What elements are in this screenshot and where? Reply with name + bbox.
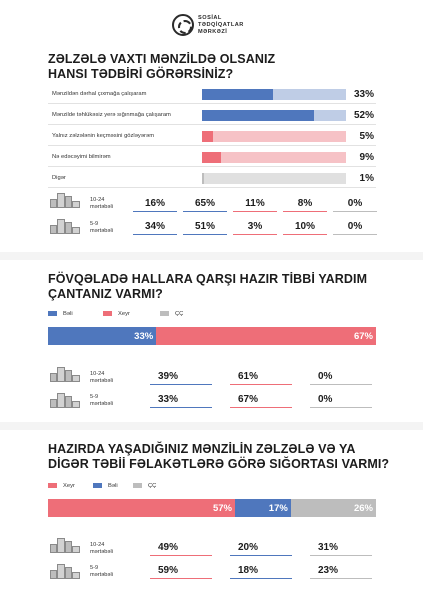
organization-logo-icon (172, 14, 194, 36)
building-icon (50, 563, 80, 579)
bar (202, 173, 204, 184)
bar-segment (291, 499, 376, 517)
bar-row (48, 149, 376, 167)
data-cell: 10% (283, 221, 327, 235)
data-cell: 8% (283, 198, 327, 212)
bar-track (202, 89, 346, 100)
data-cell: 61% (230, 371, 292, 385)
category-label-5-9: 5-9 mərtəbəli (90, 394, 114, 407)
category-label-5-9: 5-9 mərtəbəli (90, 221, 114, 234)
data-label: 5% (359, 131, 374, 142)
bar (202, 110, 314, 121)
data-cell: 16% (133, 198, 177, 212)
bar (202, 152, 221, 163)
chart-title: ZƏLZƏLƏ VAXTI MƏNZİLDƏ OLSANIZ HANSI TƏDBİRİ GÖRƏRSİNİZ? (48, 52, 276, 81)
panel-first-aid-question (0, 260, 423, 422)
data-label: 17% (268, 503, 288, 514)
building-icon (50, 392, 80, 408)
data-cell: 0% (310, 394, 372, 408)
bar-row (48, 170, 376, 188)
bar (202, 131, 213, 142)
data-cell: 20% (230, 542, 292, 556)
legend-item: Xeyr (48, 483, 75, 489)
data-cell: 11% (233, 198, 277, 212)
bar-row (48, 128, 376, 146)
bar-segment (48, 499, 235, 517)
bar-track (202, 131, 346, 142)
category-label-10-24: 10-24 mərtəbəli (90, 197, 114, 210)
legend (48, 483, 248, 491)
category-label: Mənzilde təhlükəsiz yerə sığınmağa çalışaram (52, 112, 171, 118)
bar-track (202, 110, 346, 121)
category-label: Mənzildən dərhal çıxmağa çalışaram (52, 91, 147, 97)
bar-track (202, 152, 346, 163)
bar-segment (48, 327, 156, 345)
panel-evacuation-question (0, 0, 423, 252)
stacked-bar (48, 327, 376, 345)
legend-item: Bəli (93, 483, 118, 489)
data-label: 52% (353, 110, 374, 121)
legend-swatch-icon (93, 483, 102, 488)
data-cell: 3% (233, 221, 277, 235)
chart-title: HAZIRDA YAŞADIĞINIZ MƏNZİLİN ZƏLZƏLƏ VƏ YA DİGƏR TƏBİİ FƏLAKƏTLƏRƏ GÖRƏ SIĞORTASI VARMI? (48, 442, 390, 471)
data-cell: 0% (333, 198, 377, 212)
panel-insurance-question (0, 430, 423, 600)
building-icon (50, 192, 80, 208)
data-label: 57% (212, 503, 232, 514)
data-cell: 51% (183, 221, 227, 235)
data-label: 26% (353, 503, 373, 514)
building-icon (50, 218, 80, 234)
data-label: 33% (353, 89, 374, 100)
chart-title: FÖVQƏLADƏ HALLARA QARŞI HAZIR TİBBİ YARDIM ÇANTANIZ VARMI? (48, 272, 368, 301)
legend-swatch-icon (103, 311, 112, 316)
data-cell: 0% (310, 371, 372, 385)
data-label: 9% (359, 152, 374, 163)
category-label: Nə edəcəyimi bilmirəm (52, 154, 111, 160)
legend-item: ÇÇ (160, 311, 183, 317)
stacked-bar (48, 499, 376, 517)
category-label-10-24: 10-24 mərtəbəli (90, 371, 114, 384)
category-label-5-9: 5-9 mərtəbəli (90, 565, 114, 578)
data-cell: 18% (230, 565, 292, 579)
legend-swatch-icon (48, 483, 57, 488)
bar-segment (235, 499, 291, 517)
data-label: 67% (353, 331, 373, 342)
bar-row (48, 86, 376, 104)
data-cell: 39% (150, 371, 212, 385)
data-cell: 33% (150, 394, 212, 408)
legend-swatch-icon (48, 311, 57, 316)
data-cell: 31% (310, 542, 372, 556)
category-label-10-24: 10-24 mərtəbəli (90, 542, 114, 555)
data-label: 1% (359, 173, 374, 184)
data-cell: 49% (150, 542, 212, 556)
data-cell: 0% (333, 221, 377, 235)
category-label: Digər (52, 175, 66, 181)
data-cell: 34% (133, 221, 177, 235)
legend-item: Bəli (48, 311, 73, 317)
bar-track (202, 173, 346, 184)
bar-row (48, 107, 376, 125)
bar (202, 89, 273, 100)
legend-item: Xeyr (103, 311, 130, 317)
organization-name: SOSİAL TƏDQİQATLAR MƏRKƏZİ (198, 15, 244, 35)
building-icon (50, 537, 80, 553)
data-cell: 23% (310, 565, 372, 579)
building-icon (50, 366, 80, 382)
category-label: Yalnız zəlzələnin keçməsini gözləyərəm (52, 133, 155, 139)
data-cell: 67% (230, 394, 292, 408)
bar-segment (156, 327, 376, 345)
legend-swatch-icon (133, 483, 142, 488)
data-label: 33% (134, 331, 154, 342)
legend-swatch-icon (160, 311, 169, 316)
data-cell: 65% (183, 198, 227, 212)
data-cell: 59% (150, 565, 212, 579)
legend (48, 311, 248, 319)
legend-item: ÇÇ (133, 483, 156, 489)
